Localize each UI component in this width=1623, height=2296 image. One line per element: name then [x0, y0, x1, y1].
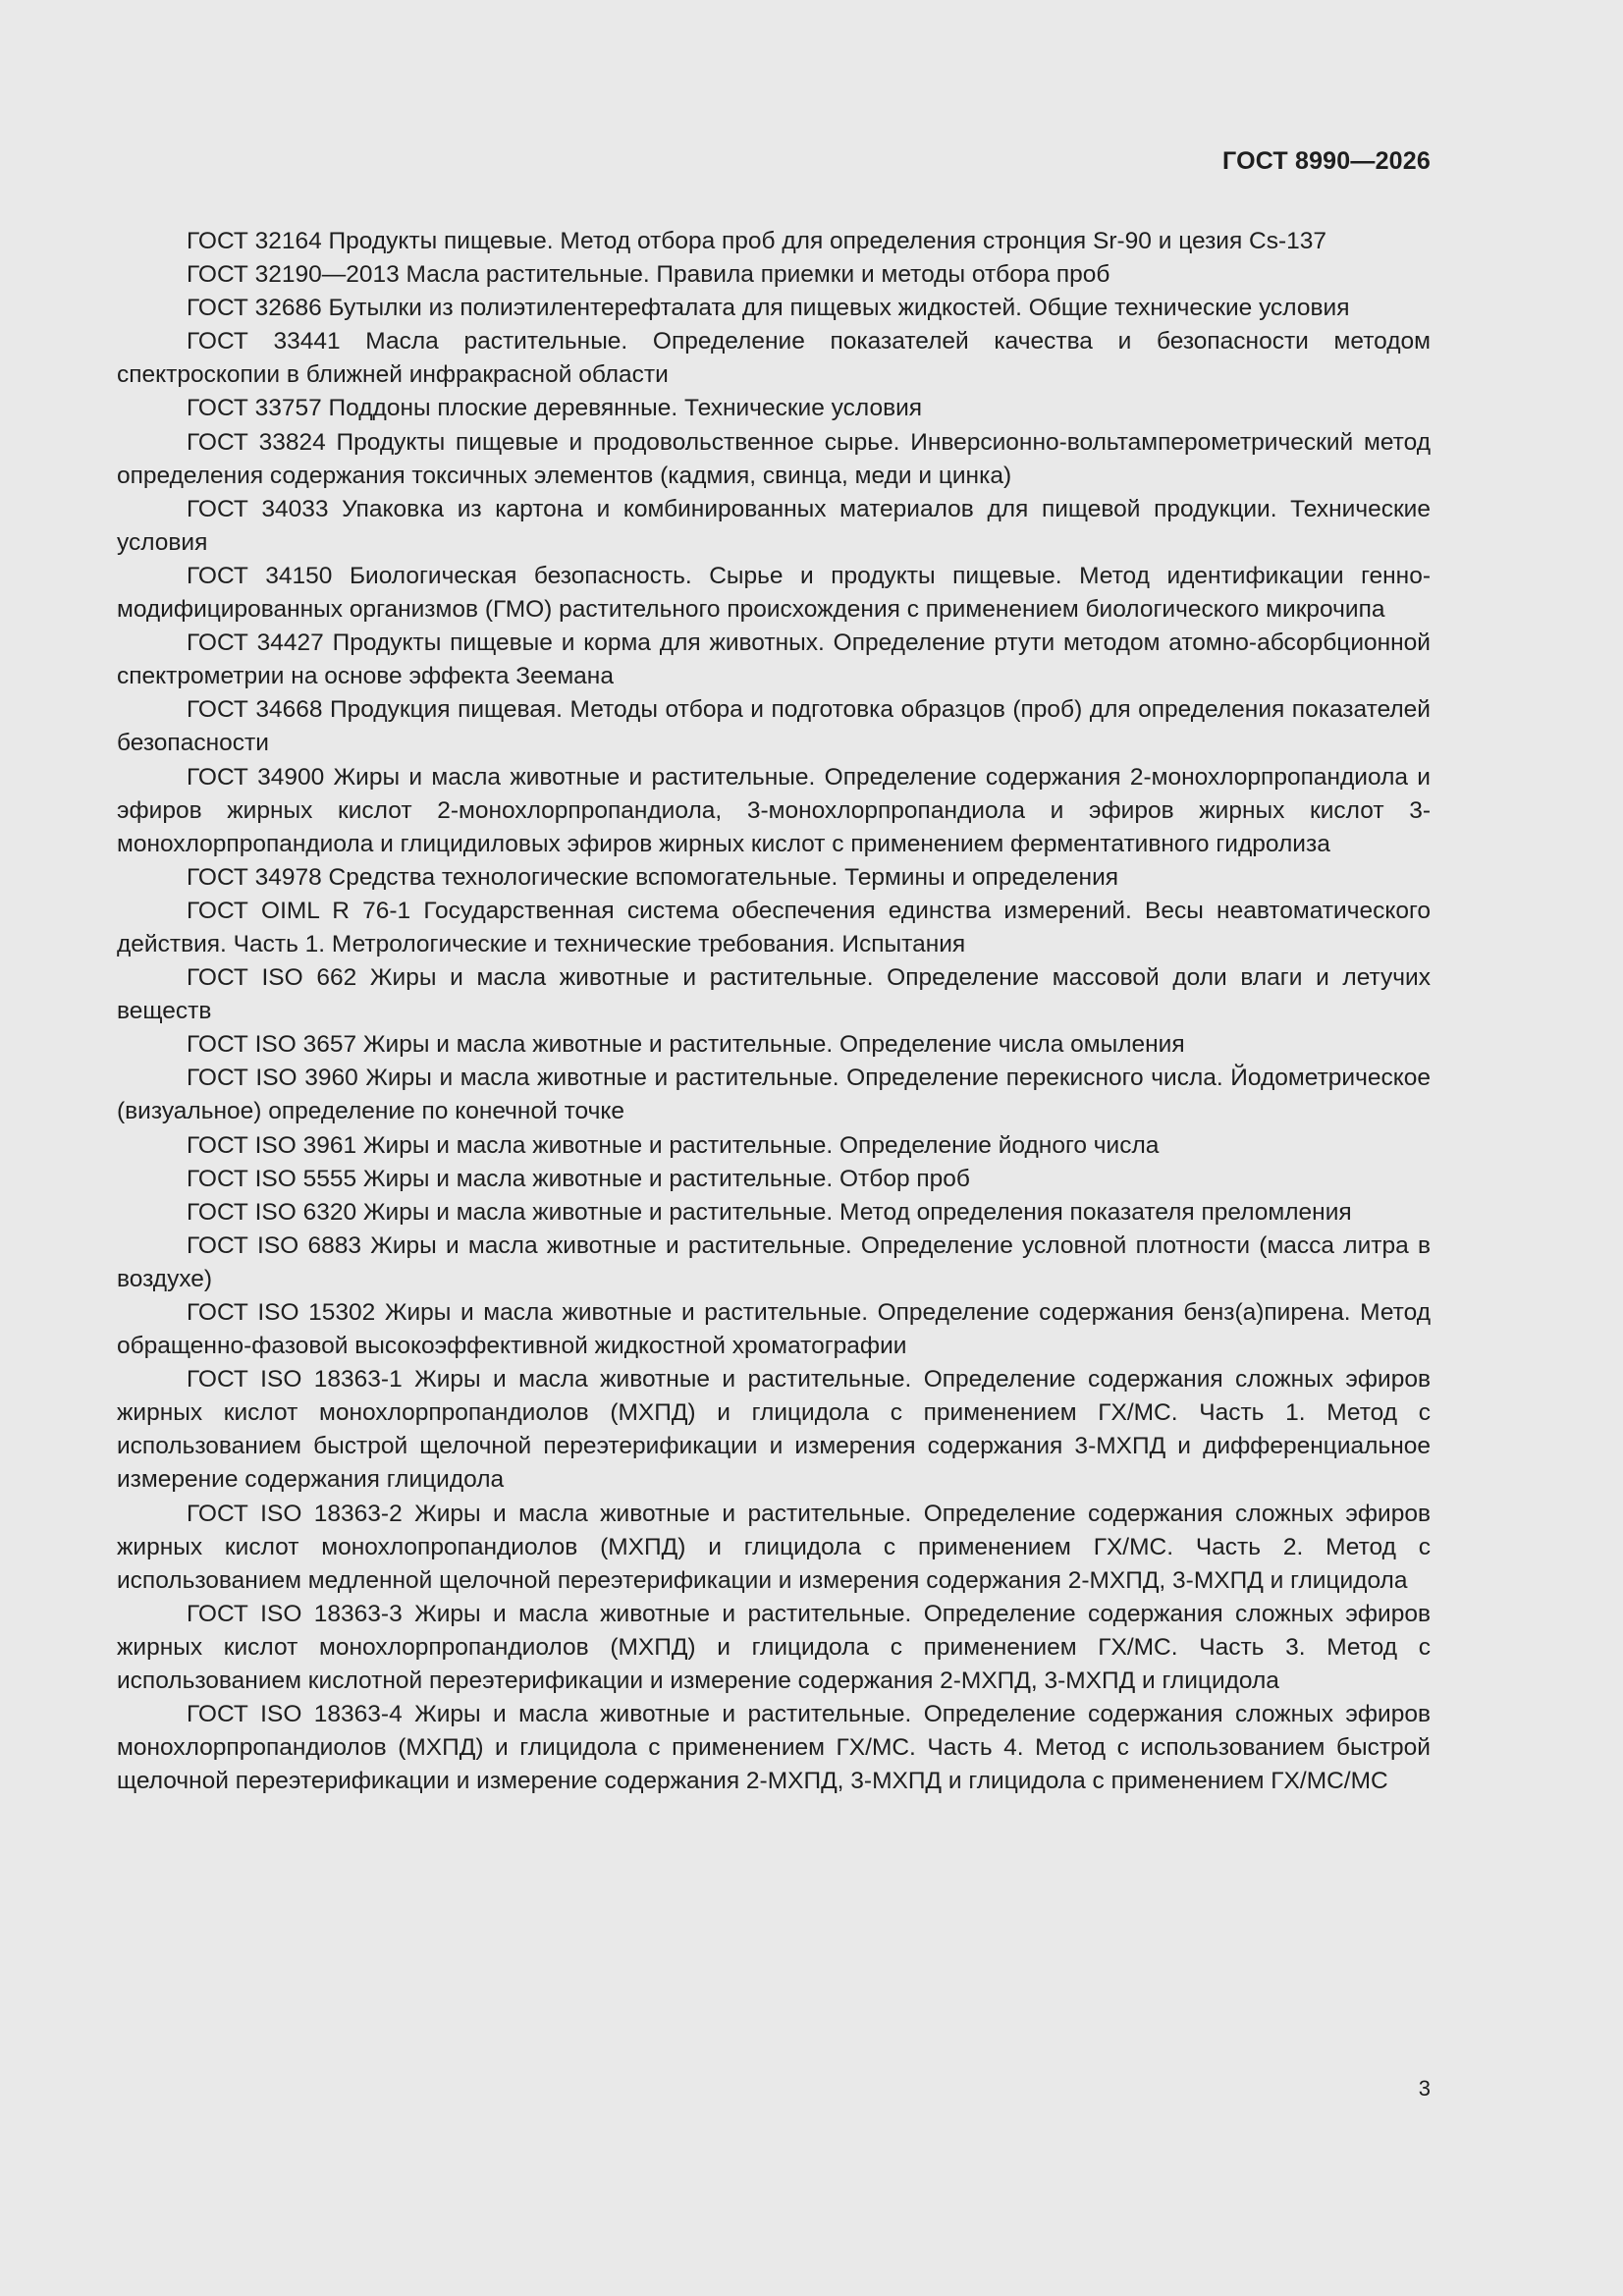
reference-item: ГОСТ OIML R 76-1 Государственная система обеспечения единства измерений. Весы неавтоматического действия. Часть 1. Метрологические и технические требования. Испытания [117, 897, 1431, 957]
reference-item: ГОСТ 33757 Поддоны плоские деревянные. Технические условия [187, 395, 923, 422]
reference-item: ГОСТ ISO 6883 Жиры и масла животные и растительные. Определение условной плотности (масса литра в воздухе) [117, 1231, 1431, 1292]
reference-item: ГОСТ ISO 15302 Жиры и масла животные и растительные. Определение содержания бенз(а)пирена. Метод обращенно-фазовой высокоэффективной жидкостной хроматографии [117, 1299, 1431, 1360]
document-code-header: ГОСТ 8990—2026 [1222, 147, 1431, 175]
normative-references-list [117, 225, 1431, 1798]
reference-item: ГОСТ ISO 18363-2 Жиры и масла животные и растительные. Определение содержания сложных эфиров жирных кислот монохлопропандиолов (МХПД) и глицидола с применением ГХ/МС. Часть 2. Метод с использованием медленной щелочной переэтерификации и измерения содержания 2-МХПД, 3-МХПД и глицидола [117, 1500, 1431, 1594]
reference-item: ГОСТ 32686 Бутылки из полиэтилентерефталата для пищевых жидкостей. Общие технические условия [187, 295, 1350, 322]
reference-item: ГОСТ 32164 Продукты пищевые. Метод отбора проб для определения стронция Sr-90 и цезия Cs-137 [187, 228, 1327, 254]
reference-item: ГОСТ ISO 662 Жиры и масла животные и растительные. Определение массовой доли влаги и летучих веществ [117, 964, 1431, 1025]
reference-item: ГОСТ 33441 Масла растительные. Определение показателей качества и безопасности методом спектроскопии в ближней инфракрасной области [117, 328, 1431, 389]
reference-item: ГОСТ ISO 3961 Жиры и масла животные и растительные. Определение йодного числа [187, 1131, 1160, 1159]
reference-item: ГОСТ 32190—2013 Масла растительные. Правила приемки и методы отбора проб [187, 261, 1110, 289]
reference-item: ГОСТ ISO 3960 Жиры и масла животные и растительные. Определение перекисного числа. Йодометрическое (визуальное) определение по конечной точке [117, 1065, 1431, 1125]
reference-item: ГОСТ ISO 3657 Жиры и масла животные и растительные. Определение числа омыления [187, 1031, 1185, 1059]
reference-item: ГОСТ 34150 Биологическая безопасность. Сырье и продукты пищевые. Метод идентификации генно-модифицированных организмов (ГМО) растительного происхождения с применением биологического микрочипа [117, 562, 1431, 624]
reference-item: ГОСТ 34900 Жиры и масла животные и растительные. Определение содержания 2-монохлорпропандиола и эфиров жирных кислот 2-монохлорпропандиола, 3-монохлорпропандиола и эфиров жирных кислот 3-монохлорпропандиола и глицидиловых эфиров жирных кислот с применением ферментативного гидролиза [117, 763, 1431, 857]
reference-item: ГОСТ 34668 Продукция пищевая. Методы отбора и подготовка образцов (проб) для определения показателей безопасности [117, 696, 1431, 757]
reference-item: ГОСТ ISO 6320 Жиры и масла животные и растительные. Метод определения показателя преломления [187, 1198, 1352, 1226]
reference-item: ГОСТ 34978 Средства технологические вспомогательные. Термины и определения [187, 863, 1119, 891]
reference-item: ГОСТ ISO 18363-1 Жиры и масла животные и растительные. Определение содержания сложных эфиров жирных кислот монохлорпропандиолов (МХПД) и глицидола с применением ГХ/МС. Часть 1. Метод с использованием быстрой щелочной переэтерификации и измерения содержания 3-МХПД и дифференциальное измерение содержания глицидола [117, 1366, 1431, 1494]
reference-item: ГОСТ 33824 Продукты пищевые и продовольственное сырье. Инверсионно-вольтамперометрический метод определения содержания токсичных элементов (кадмия, свинца, меди и цинка) [117, 428, 1431, 489]
page-number: 3 [1418, 2076, 1431, 2101]
reference-item: ГОСТ ISO 18363-4 Жиры и масла животные и растительные. Определение содержания сложных эфиров монохлорпропандиолов (МХПД) и глицидола с применением ГХ/МС. Часть 4. Метод с использованием быстрой щелочной переэтерификации и измерение содержания 2-МХПД, 3-МХПД и глицидола с применением ГХ/МС/МС [117, 1701, 1431, 1795]
reference-item: ГОСТ 34033 Упаковка из картона и комбинированных материалов для пищевой продукции. Технические условия [117, 495, 1431, 556]
reference-item: ГОСТ ISO 18363-3 Жиры и масла животные и растительные. Определение содержания сложных эфиров жирных кислот монохлорпропандиолов (МХПД) и глицидола с применением ГХ/МС. Часть 3. Метод с использованием кислотной переэтерификации и измерение содержания 2-МХПД, 3-МХПД и глицидола [117, 1600, 1431, 1695]
reference-item: ГОСТ ISO 5555 Жиры и масла животные и растительные. Отбор проб [187, 1165, 970, 1192]
reference-item: ГОСТ 34427 Продукты пищевые и корма для животных. Определение ртути методом атомно-абсорбционной спектрометрии на основе эффекта Зеемана [117, 629, 1431, 690]
